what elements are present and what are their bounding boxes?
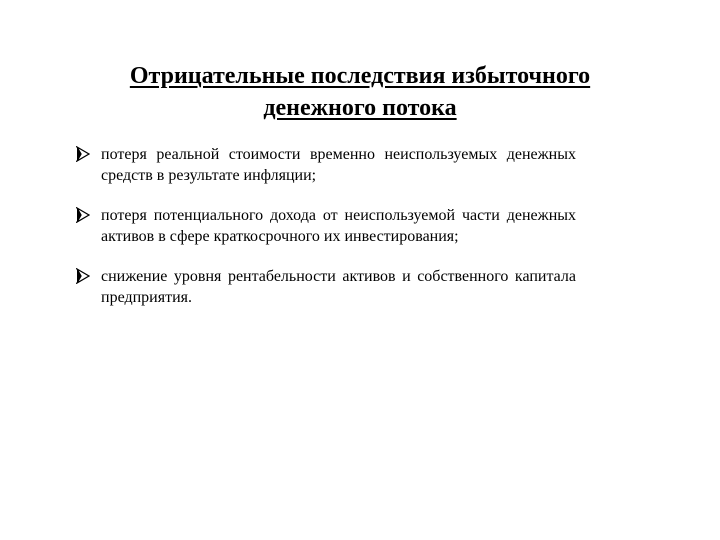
bullet-item-2 bbox=[76, 205, 576, 247]
bullet-item-3 bbox=[76, 266, 576, 308]
slide-title-line-1: Отрицательные последствия избыточного bbox=[129, 63, 591, 89]
slide-title bbox=[40, 60, 680, 124]
arrow-bullet-icon bbox=[76, 268, 90, 284]
slide-title-line-2: денежного потока bbox=[263, 95, 457, 121]
bullet-list bbox=[76, 144, 576, 308]
bullet-text-2: потеря потенциального дохода от неиспользуемой части денежных активов в сфере краткосрочного их инвестирования; bbox=[101, 207, 576, 245]
bullet-text-1: потеря реальной стоимости временно неиспользуемых денежных средств в результате инфляции; bbox=[101, 146, 576, 184]
arrow-bullet-icon bbox=[76, 146, 90, 162]
bullet-item-1 bbox=[76, 144, 576, 186]
arrow-bullet-icon bbox=[76, 207, 90, 223]
bullet-text-3: снижение уровня рентабельности активов и собственного капитала предприятия. bbox=[101, 268, 576, 306]
